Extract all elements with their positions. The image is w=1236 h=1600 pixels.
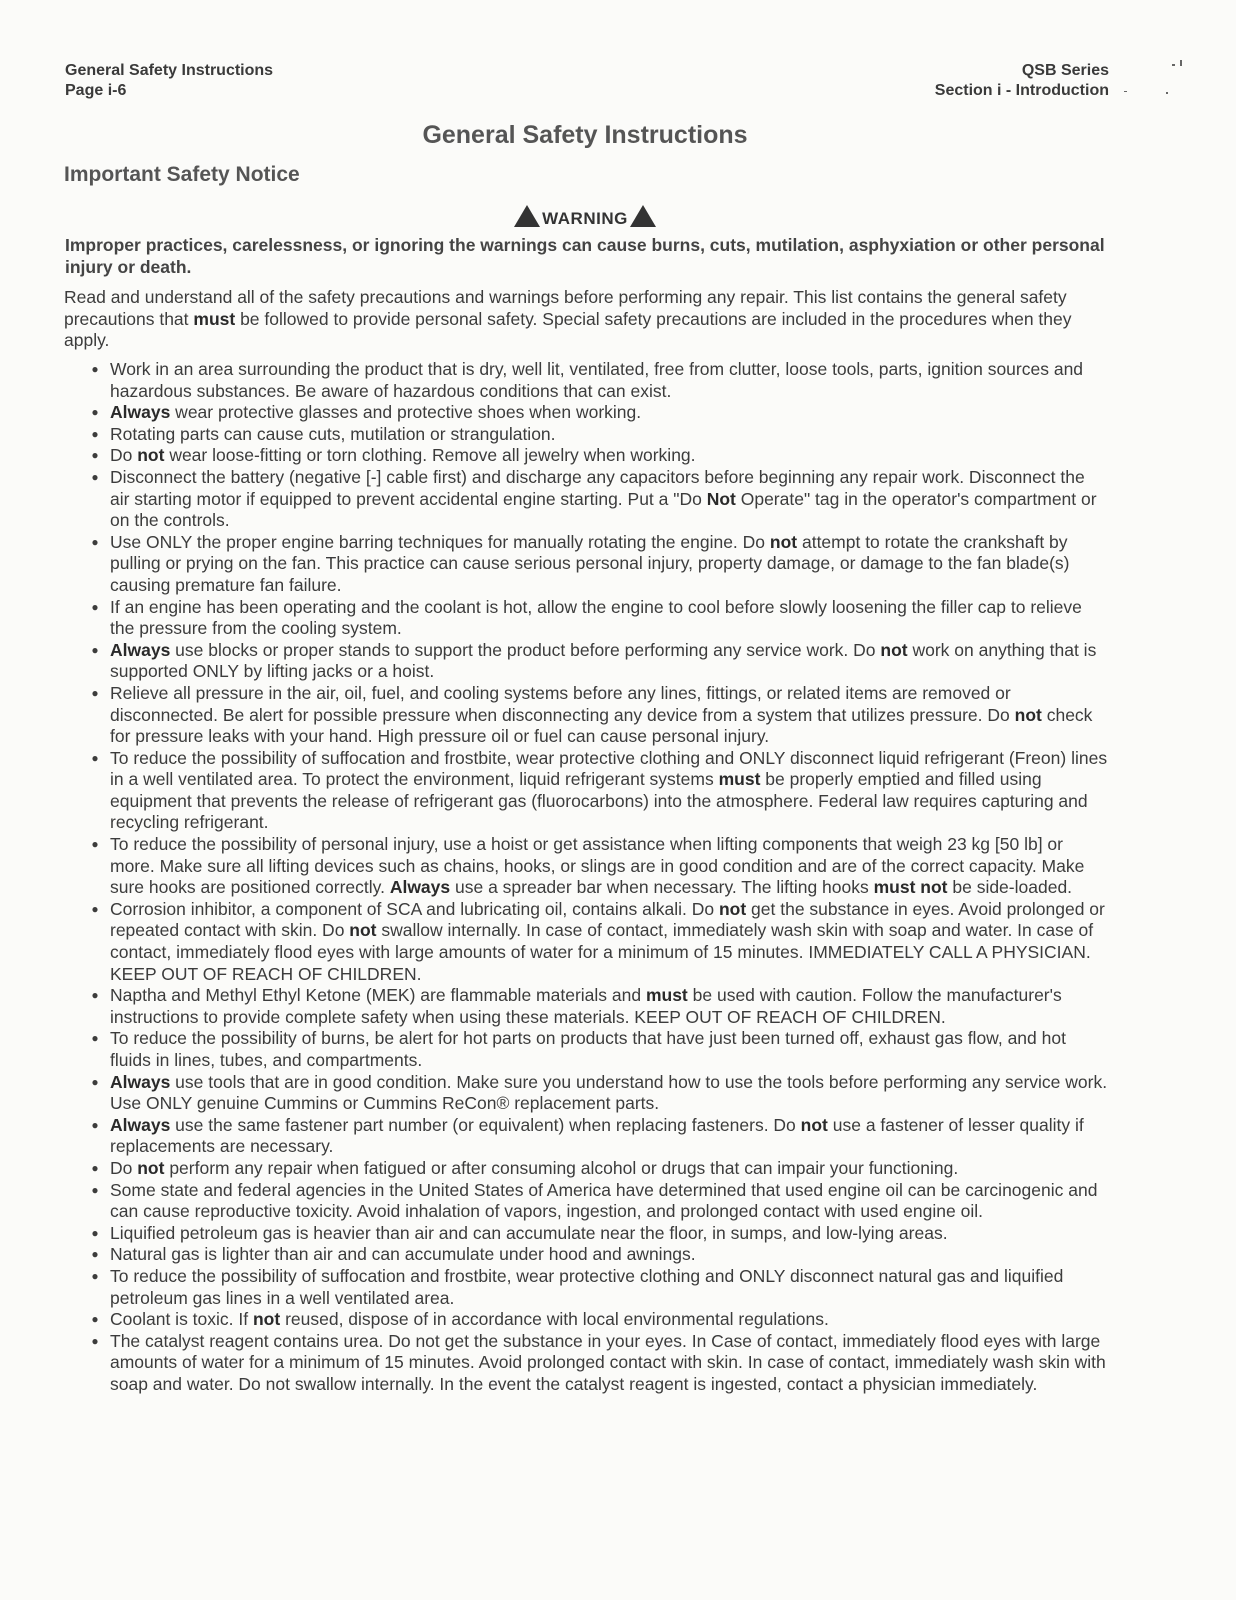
body-text: Rotating parts can cause cuts, mutilation or strangulation. [110, 423, 556, 444]
emphasis-text: not [252, 1309, 281, 1330]
bullet-icon: ● [91, 1268, 99, 1283]
safety-list-item [88, 359, 1108, 402]
body-text: To reduce the possibility of burns, be alert for hot parts on products that have just been turned off, exhaust gas flow, and hot fluids in lines, tubes, and compartments. [110, 1028, 1066, 1070]
emphasis-text: must [645, 985, 688, 1006]
body-text: Corrosion inhibitor, a component of SCA and lubricating oil, contains alkali. Do [110, 898, 719, 919]
bullet-icon: ● [91, 988, 99, 1003]
body-text: reused, dispose of in accordance with local environmental regulations. [280, 1309, 829, 1330]
body-text: work on anything that is supported ONLY by lifting jacks or a hoist. [110, 639, 1097, 682]
body-text: Liquified petroleum gas is heavier than air and can accumulate near the floor, in sumps, and low-lying areas. [110, 1222, 948, 1243]
safety-list-item [88, 597, 1108, 640]
emphasis-text: not [769, 531, 798, 552]
bullet-icon: ● [91, 1117, 99, 1132]
safety-list-item [88, 1223, 1108, 1245]
safety-list-item [88, 402, 1108, 424]
emphasis-text: Always [110, 402, 171, 423]
emphasis-text: not [137, 445, 165, 466]
bullet-icon: ● [91, 685, 99, 700]
body-text: Disconnect the battery (negative [-] cable first) and discharge any capacitors before beginning any repair work. Disconnect the air starting motor if equipped to prevent accidental engine starting. Put a "Do [110, 466, 1085, 509]
safety-list [88, 359, 1108, 1396]
safety-list-item [88, 467, 1108, 532]
bullet-icon: ● [91, 469, 99, 484]
body-text: Naptha and Methyl Ethyl Ketone (MEK) are flammable materials and [110, 985, 646, 1006]
bullet-icon: ● [91, 1182, 99, 1197]
running-header-right [935, 61, 1109, 101]
body-text: Do [110, 1157, 138, 1178]
safety-list-item [88, 1266, 1108, 1309]
body-text: be properly emptied and filled using equipment that prevents the release of refrigerant gas (fluorocarbons) into the atmosphere. Federal law requires capturing and recycling refrigerant. [110, 769, 1088, 833]
bullet-icon: ● [91, 1333, 99, 1348]
emphasis-text: Always [389, 877, 451, 898]
bullet-icon: ● [91, 750, 99, 765]
safety-list-item [88, 1158, 1108, 1180]
intro-paragraph [64, 287, 1109, 352]
safety-list-item [88, 1331, 1108, 1396]
warning-statement: Improper practices, carelessness, or ignoring the warnings can cause burns, cuts, mutilation, asphyxiation or other personal injury or death. [65, 235, 1105, 277]
emphasis-text: Always [110, 1071, 171, 1092]
bullet-icon: ● [91, 1160, 99, 1175]
safety-list-item [88, 899, 1108, 985]
body-text: use the same fastener part number (or equivalent) when replacing fasteners. Do [170, 1114, 801, 1135]
body-text: To reduce the possibility of personal injury, use a hoist or get assistance when lifting components that weigh 23 kg [50 lb] or more. Make sure all lifting devices such as chains, hooks, or slings are in good condition and are of the correct capacity. Make sure hooks are positioned correctly. [110, 834, 1085, 898]
safety-list-item [88, 1115, 1108, 1158]
safety-list-item [88, 834, 1108, 899]
body-text: Work in an area surrounding the product that is dry, well lit, ventilated, free from clutter, loose tools, parts, ignition sources and hazardous substances. Be aware of hazardous conditions that can exist. [110, 359, 1084, 401]
body-text: attempt to rotate the crankshaft by pulling or prying on the fan. This practice can cause serious personal injury, property damage, or damage to the fan blade(s) causing premature fan failure. [110, 531, 1070, 595]
bullet-icon: ● [91, 448, 99, 463]
safety-list-item [88, 424, 1108, 446]
emphasis-text: not [1014, 704, 1042, 725]
safety-list-item [88, 532, 1108, 597]
safety-list-item [88, 1180, 1108, 1223]
safety-list-item [88, 985, 1108, 1028]
warning-triangle-icon [630, 205, 656, 227]
body-text: To reduce the possibility of suffocation and frostbite, wear protective clothing and ONLY disconnect natural gas and liquified petroleum gas lines in a well ventilated area. [110, 1265, 1064, 1308]
body-text: wear protective glasses and protective shoes when working. [170, 402, 642, 423]
safety-list-item [88, 445, 1108, 467]
safety-list-item [88, 1028, 1108, 1071]
emphasis-text: not [718, 898, 747, 919]
safety-list-item [88, 1072, 1108, 1115]
body-text: perform any repair when fatigued or after consuming alcohol or drugs that can impair your functioning. [164, 1157, 959, 1178]
emphasis-text: not [349, 920, 377, 941]
body-text: use a fastener of lesser quality if replacements are necessary. [110, 1114, 1084, 1157]
body-text: use a spreader bar when necessary. The lifting hooks [450, 877, 874, 898]
bullet-icon: ● [91, 1074, 99, 1089]
emphasis-text: must not [873, 877, 948, 898]
body-text: To reduce the possibility of suffocation and frostbite, wear protective clothing and ONLY disconnect liquid refrigerant (Freon) lines in a well ventilated area. To protect the environment, liquid refrigerant systems [110, 747, 1108, 790]
scan-speck [1180, 60, 1182, 66]
body-text: use blocks or proper stands to support the product before performing any service work. Do [170, 639, 881, 660]
body-text: be used with caution. Follow the manufacturer's instructions to provide complete safety when using these materials. KEEP OUT OF REACH OF CHILDREN. [110, 985, 1062, 1027]
body-text: Natural gas is lighter than air and can accumulate under hood and awnings. [110, 1244, 696, 1265]
bullet-icon: ● [91, 837, 99, 852]
emphasis-text: not [880, 639, 908, 660]
header-series: QSB Series [1021, 62, 1109, 79]
emphasis-text: not [137, 1157, 165, 1178]
body-text: If an engine has been operating and the coolant is hot, allow the engine to cool before slowly loosening the filler cap to relieve the pressure from the cooling system. [110, 596, 1082, 639]
running-header-left [65, 61, 273, 101]
bullet-icon: ● [91, 405, 99, 420]
safety-list-item [88, 748, 1108, 834]
safety-list-item [88, 640, 1108, 683]
header-section: Section i - Introduction [934, 82, 1109, 99]
bullet-icon: ● [91, 534, 99, 549]
body-text: Coolant is toxic. If [110, 1309, 253, 1330]
bullet-icon: ● [91, 901, 99, 916]
body-text: The catalyst reagent contains urea. Do not get the substance in your eyes. In Case of contact, immediately flood eyes with large amounts of water for a minimum of 15 minutes. Avoid prolonged contact with skin. In case of contact, immediately wash skin with soap and water. Do not swallow internally. In the event the catalyst reagent is ingested, contact a physician immediately. [110, 1330, 1106, 1394]
bullet-icon: ● [91, 1247, 99, 1262]
warning-label: WARNING [542, 209, 628, 228]
body-text: Operate" tag in the operator's compartment or on the controls. [110, 488, 1097, 531]
emphasis-text: not [800, 1114, 828, 1135]
body-text: Read and understand all of the safety precautions and warnings before performing any repair. This list contains the general safety precautions that [64, 287, 1067, 329]
bullet-icon: ● [91, 1031, 99, 1046]
emphasis-text: Always [110, 639, 171, 660]
body-text: Relieve all pressure in the air, oil, fuel, and cooling systems before any lines, fittings, or related items are removed or disconnected. Be alert for possible pressure when disconnecting any device from a system that utilizes pressure. Do [110, 682, 1015, 725]
body-text: Use ONLY the proper engine barring techniques for manually rotating the engine. Do [110, 531, 770, 552]
body-text: Some state and federal agencies in the United States of America have determined that used engine oil can be carcinogenic and can cause reproductive toxicity. Avoid inhalation of vapors, ingestion, and prolonged contact with used engine oil. [110, 1179, 1098, 1222]
body-text: swallow internally. In case of contact, immediately wash skin with soap and water. In case of contact, immediately flood eyes with large amounts of water for a minimum of 15 minutes. IMMEDIATELY CALL A PHYSICIAN. KEEP OUT OF REACH OF CHILDREN. [110, 920, 1094, 984]
header-page-number: Page i-6 [65, 82, 127, 99]
emphasis-text: Always [110, 1114, 171, 1135]
bullet-icon: ● [91, 642, 99, 657]
bullet-icon: ● [91, 1225, 99, 1240]
page-title: General Safety Instructions [422, 121, 748, 149]
emphasis-text: must [193, 308, 236, 329]
bullet-icon: ● [91, 362, 99, 376]
body-text: Do [110, 445, 138, 466]
emphasis-text: Not [706, 488, 736, 509]
warning-triangle-icon [514, 205, 540, 227]
body-text: check for pressure leaks with your hand. High pressure oil or fuel can cause personal injury. [110, 704, 1093, 747]
scan-speck [1124, 91, 1127, 92]
body-text: wear loose-fitting or torn clothing. Remove all jewelry when working. [164, 445, 696, 466]
safety-list-item [88, 683, 1108, 748]
body-text: get the substance in eyes. Avoid prolonged or repeated contact with skin. Do [110, 898, 1105, 941]
warning-banner [0, 205, 1170, 229]
section-subtitle: Important Safety Notice [64, 163, 300, 186]
safety-list-item [88, 1244, 1108, 1266]
body-text: use tools that are in good condition. Make sure you understand how to use the tools before performing any service work. Use ONLY genuine Cummins or Cummins ReCon® replacement parts. [110, 1071, 1108, 1114]
bullet-icon: ● [91, 426, 99, 441]
body-text: be side-loaded. [947, 877, 1073, 898]
body-text: be followed to provide personal safety. Special safety precautions are included in the procedures when they apply. [64, 308, 1072, 350]
header-doc-title: General Safety Instructions [65, 62, 274, 79]
scan-speck [1172, 64, 1175, 66]
bullet-icon: ● [91, 599, 99, 614]
safety-list-item [88, 1309, 1108, 1331]
bullet-icon: ● [91, 1312, 99, 1327]
emphasis-text: must [718, 769, 761, 790]
scan-speck [1166, 92, 1168, 94]
